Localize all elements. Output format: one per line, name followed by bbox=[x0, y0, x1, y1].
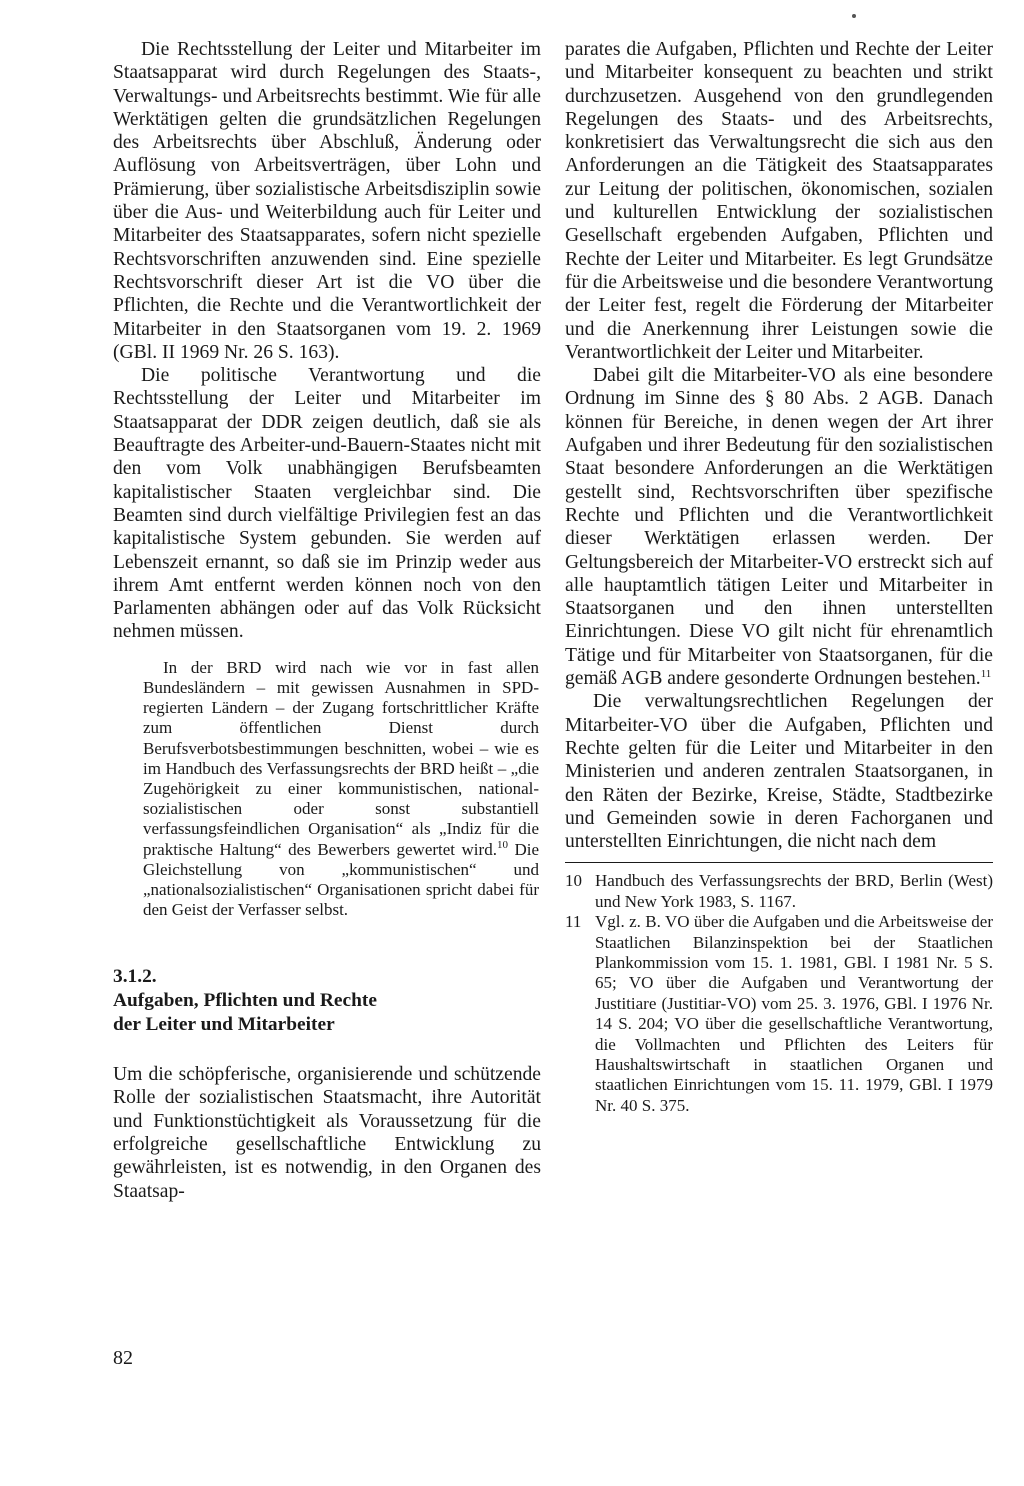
scan-dot bbox=[852, 14, 856, 18]
section-number: 3.1.2. bbox=[113, 966, 157, 988]
body-paragraph-3: Um die schöpferische, organisierende und schützende Rolle der sozialistischen Staatsmacht, ihre Autorität und Funktionstüchtigkeit als Voraussetzung für die erfolgreiche gesellschaftliche Entwicklung zu gewährleisten, ist es notwendig, in den Organen des Staatsap- bbox=[113, 1064, 541, 1202]
footnote-divider bbox=[565, 862, 993, 863]
footnote-ref-11[interactable]: 11 bbox=[980, 668, 992, 681]
body-paragraph-2: Die politische Verantwortung und die Rechtsstellung der Leiter und Mitarbeiter im Staatsapparat der DDR zeigen deutlich, daß sie als Beauftragte des Arbeiter-und-Bauern-Staates nicht mit den vom Volk unabhängigen Berufsbeamten kapitalistischer Staaten vergleichbar sind. Die Beamten sind durch vielfältige Privilegien fest an das kapitalistische System gebunden. Sie werden auf Lebenszeit ernannt, so daß sie im Prinzip weder aus ihrem Amt entfernt werden können noch von den Parlamenten abhängen oder auf das Volk Rücksicht nehmen müssen. bbox=[113, 365, 541, 643]
note-text: In der BRD wird nach wie vor in fast allen Bundesländern – mit gewissen Ausnahmen in SPD-regierten Ländern – der Zugang fortschrittlicher Kräfte zum öffentlichen Dienst durch Berufsverbotsbestimmungen beschnitten, wobei – wie es im Handbuch des Verfassungsrechts der BRD heißt – „die Zugehörigkeit zu einer kommunistischen, national-sozialistischen oder sonst substantiell verfassungsfeindlichen Organisation“ als „Indiz für die praktische Haltung“ des Bewerbers gewertet wird. bbox=[143, 657, 539, 859]
footnote-text: Handbuch des Verfassungsrechts der BRD, Berlin (West) und New York 1983, S. 1167. bbox=[595, 871, 993, 911]
paragraph-5-text: Dabei gilt die Mitarbeiter-VO als eine besondere Ordnung im Sinne des § 80 Abs. 2 AGB. Danach können für Bereiche, in denen wegen der Art ihrer Aufgaben und ihrer Bedeutung für den sozialistischen Staat besondere Anforderungen an die Werktätigen gestellt sind, Rechtsvorschriften über spezifische Rechte und Pflichten und die Verantwortlichkeit dieser Werktätigen erlassen werden. Der Geltungsbereich der Mitarbeiter-VO erstreckt sich auf alle hauptamtlich tätigen Leiter und Mitarbeiter in Staatsorganen und den ihnen unterstellten Einrichtungen. Diese VO gilt nicht für ehrenamtlich Tätige und für Mitarbeiter von Staatsorganen, für die gemäß AGB andere gesonderte Ordnungen bestehen. bbox=[565, 365, 993, 690]
footnote-number: 11 bbox=[565, 912, 582, 932]
body-paragraph-6: Die verwaltungsrechtlichen Regelungen der Mitarbeiter-VO über die Aufgaben, Pflichten und Rechte gelten für die Leiter und Mitarbeiter in den Ministerien und anderen zentralen Staatsorganen, in den Räten der Bezirke, Kreise, Städte, Stadtbezirke und Gemeinden sowie in deren Fachorganen und unterstellten Einrichtungen, die nicht nach dem bbox=[565, 691, 993, 853]
section-heading bbox=[113, 965, 541, 1036]
page-number: 82 bbox=[113, 1347, 133, 1369]
section-title-line-1: Aufgaben, Pflichten und Rechte bbox=[113, 989, 377, 1011]
footnote-10 bbox=[565, 871, 993, 912]
section-title-line-2: der Leiter und Mitarbeiter bbox=[113, 1013, 335, 1035]
body-paragraph-5 bbox=[565, 364, 993, 690]
small-print-note bbox=[143, 658, 539, 921]
note-text-continued: Die Gleichstellung von „kommunistischen“ und „nationalsozialistischen“ Organisationen spricht dabei für den Geist der Verfasser selbst. bbox=[143, 839, 539, 920]
footnote-ref-10[interactable]: 10 bbox=[496, 838, 508, 851]
footnote-text: Vgl. z. B. VO über die Aufgaben und die Arbeitsweise der Staatlichen Bilanzinspektion bei der Staatlichen Plankommission vom 15. 1. 1981, GBl. I 1981 Nr. 5 S. 65; VO über die Aufgaben und Verantwortung der Justitiare (Justitiar-VO) vom 25. 3. 1976, GBl. I 1976 Nr. 14 S. 204; VO über die gesellschaftliche Verantwortung, die Vollmachten und Pflichten des Leiters für Haushaltswirtschaft in staatlichen Organen und staatlichen Einrichtungen vom 15. 11. 1979, GBl. I 1979 Nr. 40 S. 375. bbox=[595, 912, 993, 1115]
body-paragraph-4: parates die Aufgaben, Pflichten und Rechte der Leiter und Mitarbeiter konsequent zu beachten und strikt durchzusetzen. Ausgehend von den grundlegenden Regelungen des Staats- und des Arbeitsrechts, konkretisiert das Verwaltungsrecht die sich aus den Anforderungen an die Tätigkeit des Staatsapparates zur Leitung der politischen, ökonomischen, sozialen und kulturellen Entwicklung der sozialistischen Gesellschaft ergebenden Aufgaben, Pflichten und Rechte der Leiter und Mitarbeiter. Es legt Grundsätze für die Arbeitsweise und die besondere Verantwortung der Leiter fest, regelt die Förderung der Mitarbeiter und die Anerkennung ihrer Leistungen sowie die Verantwortlichkeit der Leiter und Mitarbeiter. bbox=[565, 39, 993, 363]
right-column bbox=[565, 38, 993, 1116]
body-paragraph-1: Die Rechtsstellung der Leiter und Mitarbeiter im Staatsapparat wird durch Regelungen des Staats-, Verwaltungs- und Arbeitsrechts bestimmt. Wie für alle Werktätigen gelten die grundsätzlichen Regelungen des Arbeitsrechts über Abschluß, Änderung oder Auflösung von Arbeitsverträgen, über Lohn und Prämierung, über sozialistische Arbeitsdisziplin sowie über die Aus- und Weiterbildung auch für Leiter und Mitarbeiter des Staatsapparates, sofern nicht spezielle Rechtsvorschriften anzuwenden sind. Eine spezielle Rechtsvorschrift dieser Art ist die VO über die Pflichten, die Rechte und die Verantwortlichkeit der Mitarbeiter in den Staatsorganen vom 19. 2. 1969 (GBl. II 1969 Nr. 26 S. 163). bbox=[113, 39, 541, 363]
footnote-11 bbox=[565, 912, 993, 1116]
left-column bbox=[113, 38, 541, 1203]
footnote-number: 10 bbox=[565, 871, 582, 891]
